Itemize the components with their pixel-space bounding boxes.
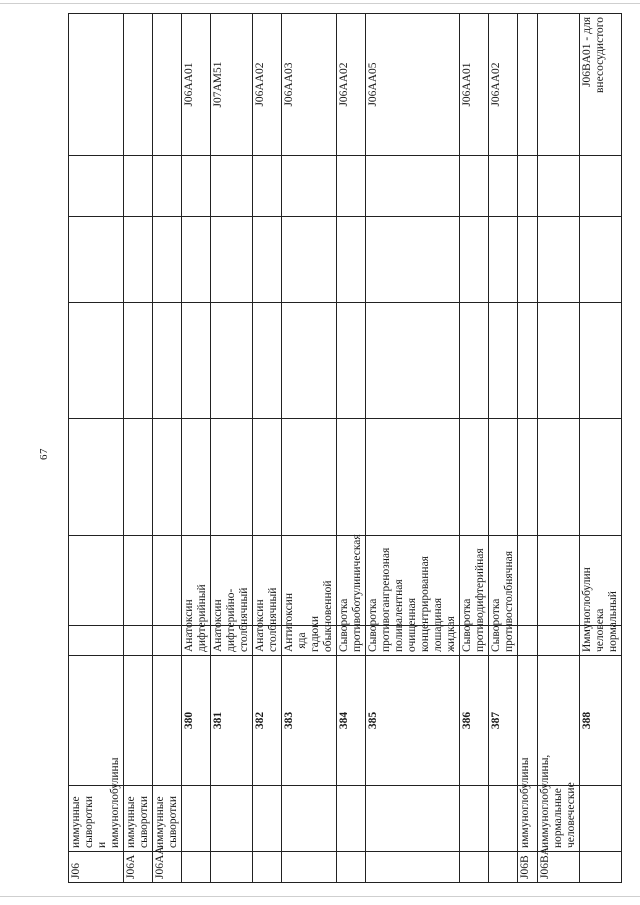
row-number-cell: 388 — [580, 656, 622, 786]
table-row — [518, 14, 538, 883]
table-row — [366, 14, 460, 883]
row-number-cell: 385 — [366, 656, 460, 786]
empty-cell — [253, 419, 282, 536]
atc-code-cell: J06AA03 — [282, 14, 337, 156]
atc-group-code-cell — [182, 852, 211, 883]
drug-list-table — [68, 13, 622, 883]
atc-code-cell — [538, 14, 580, 156]
row-number-cell: 382 — [253, 656, 282, 786]
atc-group-code-cell: J06BA — [538, 852, 580, 883]
empty-cell — [489, 217, 518, 303]
drug-name-cell: Сыворотка противостолбнячная — [489, 626, 518, 656]
empty-cell — [253, 303, 282, 419]
empty-cell — [211, 156, 253, 217]
drug-name-cell: Сыворотка противоботулиническая — [337, 626, 366, 656]
empty-cell — [518, 536, 538, 626]
empty-cell — [518, 217, 538, 303]
empty-cell — [366, 303, 460, 419]
table-row — [69, 14, 124, 883]
empty-cell — [489, 303, 518, 419]
empty-cell — [518, 303, 538, 419]
empty-cell — [182, 156, 211, 217]
empty-cell — [182, 217, 211, 303]
atc-group-name-cell: иммунные сыворотки и иммуноглобулины — [69, 786, 124, 852]
empty-cell — [538, 217, 580, 303]
atc-code-cell — [153, 14, 182, 156]
empty-cell — [253, 156, 282, 217]
empty-cell — [124, 536, 153, 626]
empty-cell — [580, 156, 622, 217]
empty-cell — [211, 217, 253, 303]
empty-cell — [460, 156, 489, 217]
row-number-cell: 383 — [282, 656, 337, 786]
empty-cell — [518, 156, 538, 217]
empty-cell — [153, 217, 182, 303]
drug-name-cell — [69, 626, 124, 656]
empty-cell — [580, 419, 622, 536]
scan-artifact-top — [0, 3, 640, 4]
atc-group-code-cell — [337, 852, 366, 883]
row-number-cell — [124, 656, 153, 786]
atc-group-name-cell — [282, 786, 337, 852]
empty-cell — [69, 156, 124, 217]
atc-group-name-cell — [182, 786, 211, 852]
empty-cell — [460, 303, 489, 419]
empty-cell — [337, 156, 366, 217]
empty-cell — [69, 303, 124, 419]
table-row — [153, 14, 182, 883]
table-row — [124, 14, 153, 883]
empty-cell — [489, 419, 518, 536]
table-row — [211, 14, 253, 883]
empty-cell — [282, 303, 337, 419]
empty-cell — [211, 419, 253, 536]
table-row — [580, 14, 622, 883]
empty-cell — [366, 419, 460, 536]
empty-cell — [580, 303, 622, 419]
drug-name-cell: Анатоксин столбнячный — [253, 626, 282, 656]
empty-cell — [153, 303, 182, 419]
row-number-cell: 380 — [182, 656, 211, 786]
empty-cell — [460, 419, 489, 536]
empty-cell — [366, 217, 460, 303]
empty-cell — [69, 536, 124, 626]
table-body — [69, 14, 622, 883]
atc-group-name-cell — [366, 786, 460, 852]
table-row — [489, 14, 518, 883]
row-number-cell: 381 — [211, 656, 253, 786]
empty-cell — [153, 419, 182, 536]
empty-cell — [182, 303, 211, 419]
empty-cell — [538, 303, 580, 419]
drug-name-cell — [153, 626, 182, 656]
atc-group-code-cell — [489, 852, 518, 883]
drug-name-cell — [124, 626, 153, 656]
atc-group-code-cell — [366, 852, 460, 883]
atc-code-cell — [124, 14, 153, 156]
rotated-table-container — [68, 14, 619, 883]
atc-code-cell: J06AA01 — [460, 14, 489, 156]
empty-cell — [518, 419, 538, 536]
atc-code-cell: J06AA05 — [366, 14, 460, 156]
empty-cell — [124, 303, 153, 419]
drug-name-cell: Антитоксин яда гадюки обыкновенной — [282, 626, 337, 656]
empty-cell — [253, 217, 282, 303]
empty-cell — [489, 156, 518, 217]
atc-code-cell: J06AA02 — [253, 14, 282, 156]
empty-cell — [366, 156, 460, 217]
row-number-cell: 386 — [460, 656, 489, 786]
atc-group-name-cell: иммуноглобулины — [518, 786, 538, 852]
empty-cell — [282, 156, 337, 217]
page-number: 67 — [38, 448, 50, 460]
atc-group-code-cell — [460, 852, 489, 883]
atc-code-cell: J07AM51 — [211, 14, 253, 156]
empty-cell — [538, 536, 580, 626]
atc-group-code-cell: J06AA — [153, 852, 182, 883]
empty-cell — [580, 217, 622, 303]
empty-cell — [282, 217, 337, 303]
atc-group-name-cell — [460, 786, 489, 852]
atc-code-cell: J06BA01 - для внесосудистого — [580, 14, 622, 156]
atc-group-name-cell: иммунные сыворотки — [124, 786, 153, 852]
empty-cell — [337, 217, 366, 303]
atc-group-name-cell — [337, 786, 366, 852]
empty-cell — [153, 536, 182, 626]
row-number-cell — [153, 656, 182, 786]
empty-cell — [337, 303, 366, 419]
atc-group-name-cell — [580, 786, 622, 852]
empty-cell — [124, 156, 153, 217]
atc-group-name-cell: иммуноглобулины, нормальные человеческие — [538, 786, 580, 852]
empty-cell — [460, 217, 489, 303]
scan-artifact-bottom — [0, 896, 640, 897]
empty-cell — [538, 419, 580, 536]
drug-name-cell: Иммуноглобулин человека нормальный — [580, 626, 622, 656]
atc-group-name-cell — [211, 786, 253, 852]
atc-group-code-cell: J06A — [124, 852, 153, 883]
atc-group-code-cell — [253, 852, 282, 883]
empty-cell — [69, 419, 124, 536]
row-number-cell: 384 — [337, 656, 366, 786]
atc-group-code-cell: J06B — [518, 852, 538, 883]
empty-cell — [538, 156, 580, 217]
atc-code-cell: J06AA01 — [182, 14, 211, 156]
atc-code-cell — [69, 14, 124, 156]
drug-name-cell: Анатоксин дифтерийно-столбнячный — [211, 626, 253, 656]
atc-group-code-cell — [282, 852, 337, 883]
empty-cell — [69, 217, 124, 303]
atc-code-cell: J06AA02 — [489, 14, 518, 156]
atc-group-code-cell — [211, 852, 253, 883]
empty-cell — [153, 156, 182, 217]
table-row — [538, 14, 580, 883]
empty-cell — [182, 419, 211, 536]
atc-group-code-cell: J06 — [69, 852, 124, 883]
atc-code-cell: J06AA02 — [337, 14, 366, 156]
table-row — [337, 14, 366, 883]
table-row — [253, 14, 282, 883]
atc-group-name-cell — [489, 786, 518, 852]
atc-group-code-cell — [580, 852, 622, 883]
drug-name-cell — [518, 626, 538, 656]
drug-name-cell: Анатоксин дифтерийный — [182, 626, 211, 656]
empty-cell — [124, 419, 153, 536]
table-row — [460, 14, 489, 883]
row-number-cell: 387 — [489, 656, 518, 786]
atc-group-name-cell: иммунные сыворотки — [153, 786, 182, 852]
atc-code-cell — [518, 14, 538, 156]
table-row — [182, 14, 211, 883]
drug-name-cell: Сыворотка противогангренозная поливалентная очищенная концентрированная лошадиная жидкая — [366, 626, 460, 656]
atc-group-name-cell — [253, 786, 282, 852]
empty-cell — [211, 303, 253, 419]
drug-name-cell — [538, 626, 580, 656]
empty-cell — [282, 419, 337, 536]
drug-name-cell: Сыворотка противодифтерийная — [460, 626, 489, 656]
empty-cell — [337, 419, 366, 536]
table-row — [282, 14, 337, 883]
empty-cell — [124, 217, 153, 303]
